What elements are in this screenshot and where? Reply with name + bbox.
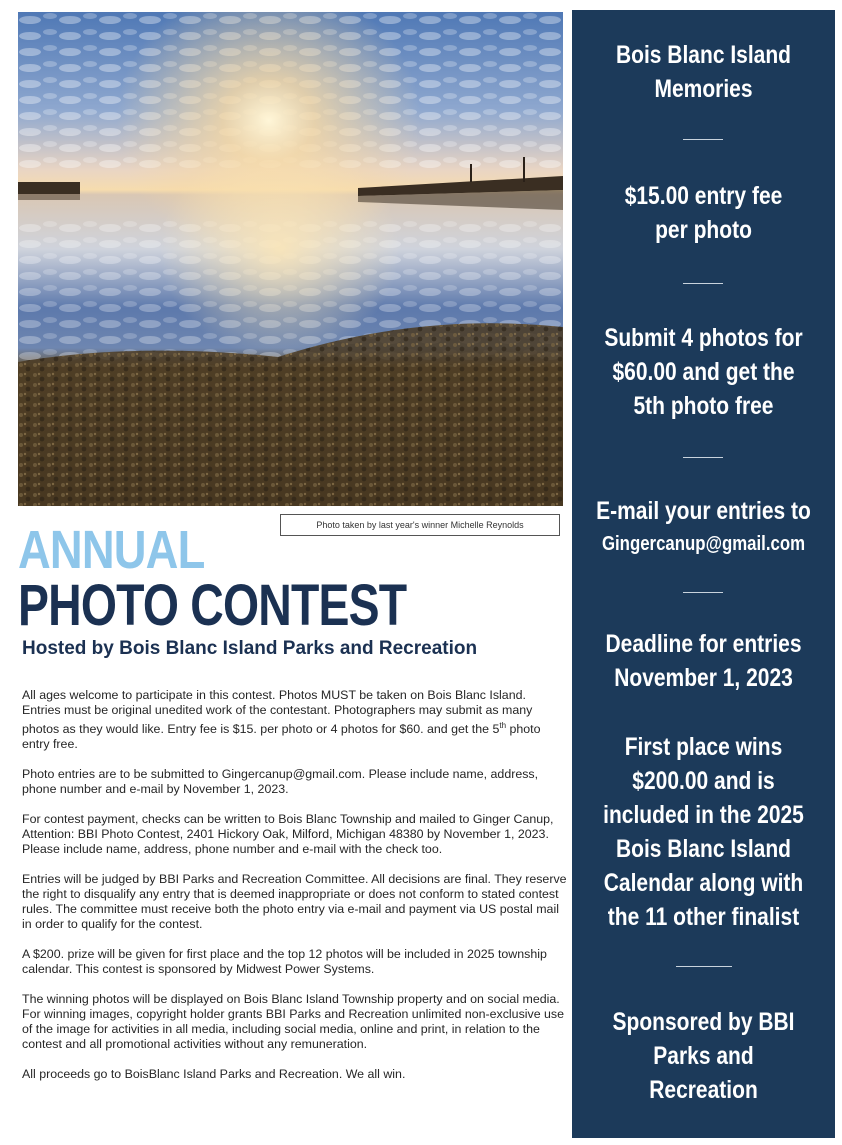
bundle-offer-line: $60.00 and get the <box>612 358 795 386</box>
sidebar-divider <box>683 283 723 284</box>
sidebar-divider <box>683 139 723 140</box>
bundle-offer-line: Submit 4 photos for <box>604 324 803 352</box>
photo-caption: Photo taken by last year's winner Michelle Reynolds <box>280 514 560 536</box>
sidebar-title-line: Bois Blanc Island <box>615 41 792 69</box>
lake-sunrise-image <box>18 12 563 506</box>
prize-line: $200.00 and is <box>632 767 775 795</box>
rules-paragraph: All proceeds go to BoisBlanc Island Parks and Recreation. We all win. <box>22 1067 406 1082</box>
page-title: PHOTO CONTEST <box>18 573 407 638</box>
email-instruction-line: E-mail your entries to <box>596 497 811 525</box>
contact-email: Gingercanup@gmail.com <box>601 533 806 555</box>
rules-paragraph: Photo entries are to be submitted to Gingercanup@gmail.com. Please include name, address, phone number and e-mail by November 1, 2023. <box>22 767 539 797</box>
entry-fee-line: $15.00 entry fee <box>624 182 783 210</box>
contest-photo <box>18 12 563 506</box>
prize-line: First place wins <box>624 733 783 761</box>
rules-paragraph: Entries will be judged by BBI Parks and Recreation Committee. All decisions are final. They reserve the right to disqualify any entry that is deemed inappropriate or does not conform to stated contest rules. The committee must receive both the photo entry via e-mail and payment via US postal mail in order to qualify for the contest. <box>22 872 567 932</box>
prize-line: the 11 other finalist <box>607 903 800 931</box>
rules-paragraph: All ages welcome to participate in this contest. Photos MUST be taken on Bois Blanc Island. Entries must be original unedited work of the contestant. Photographers may submit as many photos as they would like. Entry fee is $15. per photo or 4 photos for $60. and get the 5th photo entry free. <box>22 688 541 752</box>
sidebar-divider <box>683 592 723 593</box>
prize-line: Bois Blanc Island <box>615 835 792 863</box>
sponsor-line: Recreation <box>649 1076 758 1104</box>
sponsor-line: Parks and <box>653 1042 754 1070</box>
contest-rules <box>22 688 567 1097</box>
rules-paragraph: For contest payment, checks can be written to Bois Blanc Township and mailed to Ginger Canup, Attention: BBI Photo Contest, 2401 Hickory Oak, Milford, Michigan 48380 by November 1, 2023. Please include name, address, phone number and e-mail with the check too. <box>22 812 554 857</box>
info-sidebar <box>572 10 835 1138</box>
sidebar-divider <box>676 966 732 967</box>
hosted-by-subtitle: Hosted by Bois Blanc Island Parks and Recreation <box>22 638 478 659</box>
entry-fee-line: per photo <box>655 216 752 244</box>
rules-paragraph: The winning photos will be displayed on Bois Blanc Island Township property and on social media. For winning images, copyright holder grants BBI Parks and Recreation unlimited non-exclusive use of the image for activities in all media, including social media, online and print, in relation to the contest and all promotional activities without any remuneration. <box>22 992 565 1052</box>
prize-line: included in the 2025 <box>603 801 804 829</box>
sidebar-title-line: Memories <box>654 75 753 103</box>
deadline-line: Deadline for entries <box>605 630 802 658</box>
rules-paragraph: A $200. prize will be given for first place and the top 12 photos will be included in 2025 township calendar. This contest is sponsored by Midwest Power Systems. <box>22 947 547 977</box>
sponsor-line: Sponsored by BBI <box>612 1008 795 1036</box>
annual-heading: ANNUAL <box>18 520 205 580</box>
prize-line: Calendar along with <box>603 869 804 897</box>
deadline-line: November 1, 2023 <box>614 664 793 692</box>
sidebar-divider <box>683 457 723 458</box>
bundle-offer-line: 5th photo free <box>633 392 774 420</box>
